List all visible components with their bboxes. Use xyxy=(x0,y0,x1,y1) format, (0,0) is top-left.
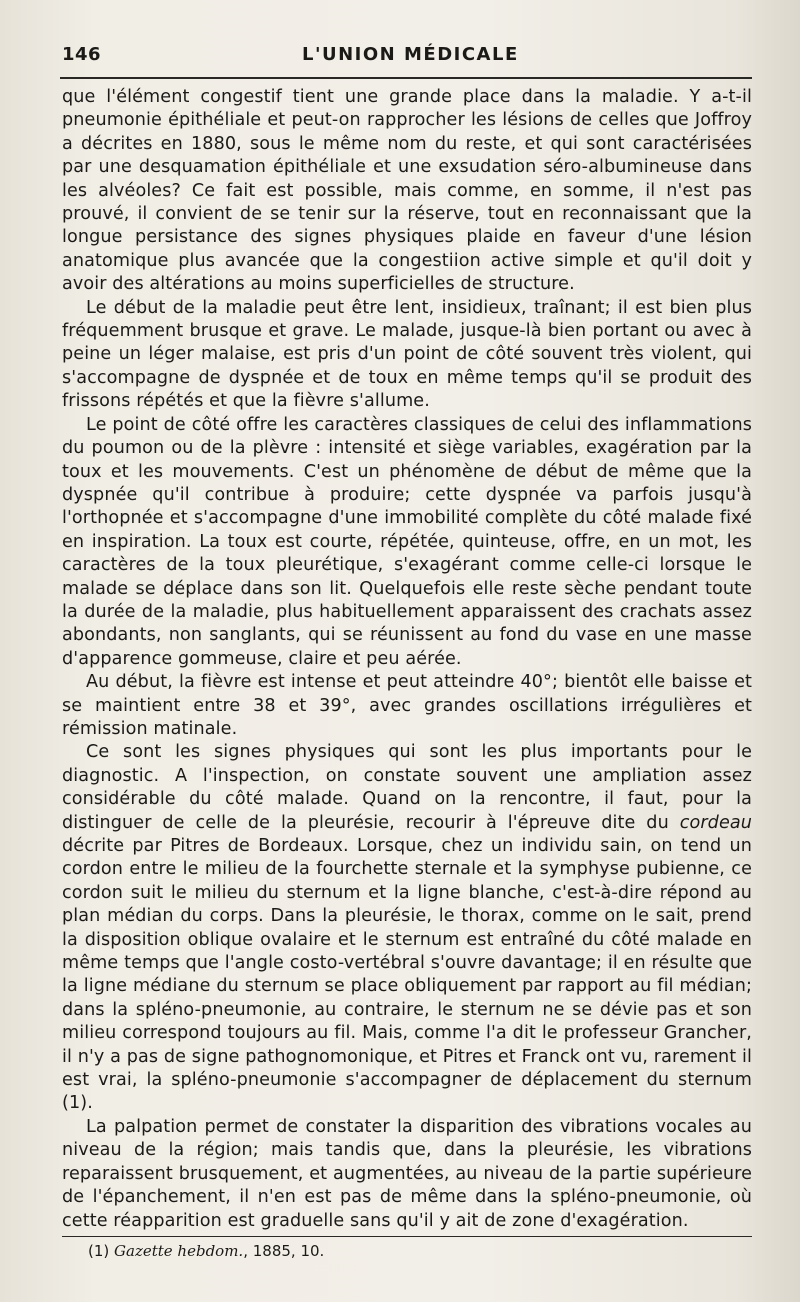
footnote-rule xyxy=(62,1236,752,1237)
running-title: L'UNION MÉDICALE xyxy=(302,44,519,65)
main-text xyxy=(62,86,752,1233)
footnote xyxy=(88,1242,324,1260)
header-rule xyxy=(60,77,752,79)
paragraph-6: La palpation permet de constater la disparition des vibrations vocales au niveau de la région; mais tandis que, dans la pleurésie, les vibrations reparaissent brusquement, et augmentées, au niveau de la partie supérieure de l'épanchement, il n'en est pas de même dans la spléno-pneumonie, où cette réapparition est graduelle sans qu'il y ait de zone d'exagération. xyxy=(62,1116,752,1231)
paragraph-5-end: décrite par Pitres de Bordeaux. Lorsque, chez un individu sain, on tend un cordon entre le milieu de la fourchette sternale et la symphyse pubienne, ce cordon suit le milieu du sternum et la ligne blanche, c'est-à-dire répond au plan médian du corps. Dans la pleurésie, le thorax, comme on le sait, prend la disposition oblique ovalaire et le sternum est entraîné du côté malade en même temps que l'angle costo-vertébral s'ouvre davantage; il en résulte que la ligne médiane du sternum se place obliquement par rapport au fil médian; dans la spléno-pneumonie, au contraire, le sternum ne se dévie pas et son milieu correspond toujours au fil. Mais, comme l'a dit le professeur Grancher, il n'y a pas de signe pathognomonique, et Pitres et Franck ont vu, rarement il est vrai, la spléno-pneumonie s'accompagner de déplacement du sternum (1). xyxy=(62,836,752,1114)
footnote-details: , 1885, 10. xyxy=(243,1242,325,1260)
paragraph-4: Au début, la fièvre est intense et peut atteindre 40°; bientôt elle baisse et se maintient entre 38 et 39°, avec grandes oscillations irrégulières et rémission matinale. xyxy=(62,672,752,739)
paragraph-1: que l'élément congestif tient une grande place dans la maladie. Y a-t-il pneumonie épithéliale et peut-on rapprocher les lésions de celles que Joffroy a décrites en 1880, sous le même nom du reste, et qui sont caractérisées par une desquamation épithéliale et une exsudation séro-albumineuse dans les alvéoles? Ce fait est possible, mais comme, en somme, il n'est pas prouvé, il convient de se tenir sur la réserve, tout en reconnaissant que la longue persistance des signes physiques plaide en faveur d'une lésion anatomique plus avancée que la congestiion active simple et qu'il doit y avoir des altérations au moins superficielles de structure. xyxy=(62,87,752,295)
page-number: 146 xyxy=(62,44,102,65)
footnote-marker: (1) xyxy=(88,1242,110,1260)
paragraph-3: Le point de côté offre les caractères classiques de celui des inflammations du poumon ou de la plèvre : intensité et siège variables, exagération par la toux et les mouvements. C'est un phénomène de début de même que la dyspnée qu'il contribue à produire; cette dyspnée va parfois jusqu'à l'orthopnée et s'accompagne d'une immobilité complète du côté malade fixé en inspiration. La toux est courte, répétée, quinteuse, offre, en un mot, les caractères de la toux pleurétique, s'exagérant comme celle-ci lorsque le malade se déplace dans son lit. Quelquefois elle reste sèche pendant toute la durée de la maladie, plus habituellement apparaissent des crachats assez abondants, non sanglants, qui se réunissent au fond du vase en une masse d'apparence gommeuse, claire et peu aérée. xyxy=(62,414,752,669)
footnote-source: Gazette hebdom. xyxy=(114,1242,244,1260)
paragraph-2: Le début de la maladie peut être lent, insidieux, traînant; il est bien plus fréquemment brusque et grave. Le malade, jusque-là bien portant ou avec à peine un léger malaise, est pris d'un point de côté souvent très violent, qui s'accompagne de dyspnée et de toux en même temps qu'il se produit des frissons répétés et que la fièvre s'allume. xyxy=(62,297,752,412)
page-header xyxy=(62,44,752,74)
paragraph-5-start: Ce sont les signes physiques qui sont les plus importants pour le diagnostic. A l'inspection, on constate souvent une ampliation assez considérable du côté malade. Quand on la rencontre, il faut, pour la distinguer de celle de la pleurésie, recourir à l'épreuve dite du xyxy=(62,742,752,833)
paragraph-5-italic-term: cordeau xyxy=(679,812,752,833)
paragraph-5 xyxy=(62,741,752,1116)
